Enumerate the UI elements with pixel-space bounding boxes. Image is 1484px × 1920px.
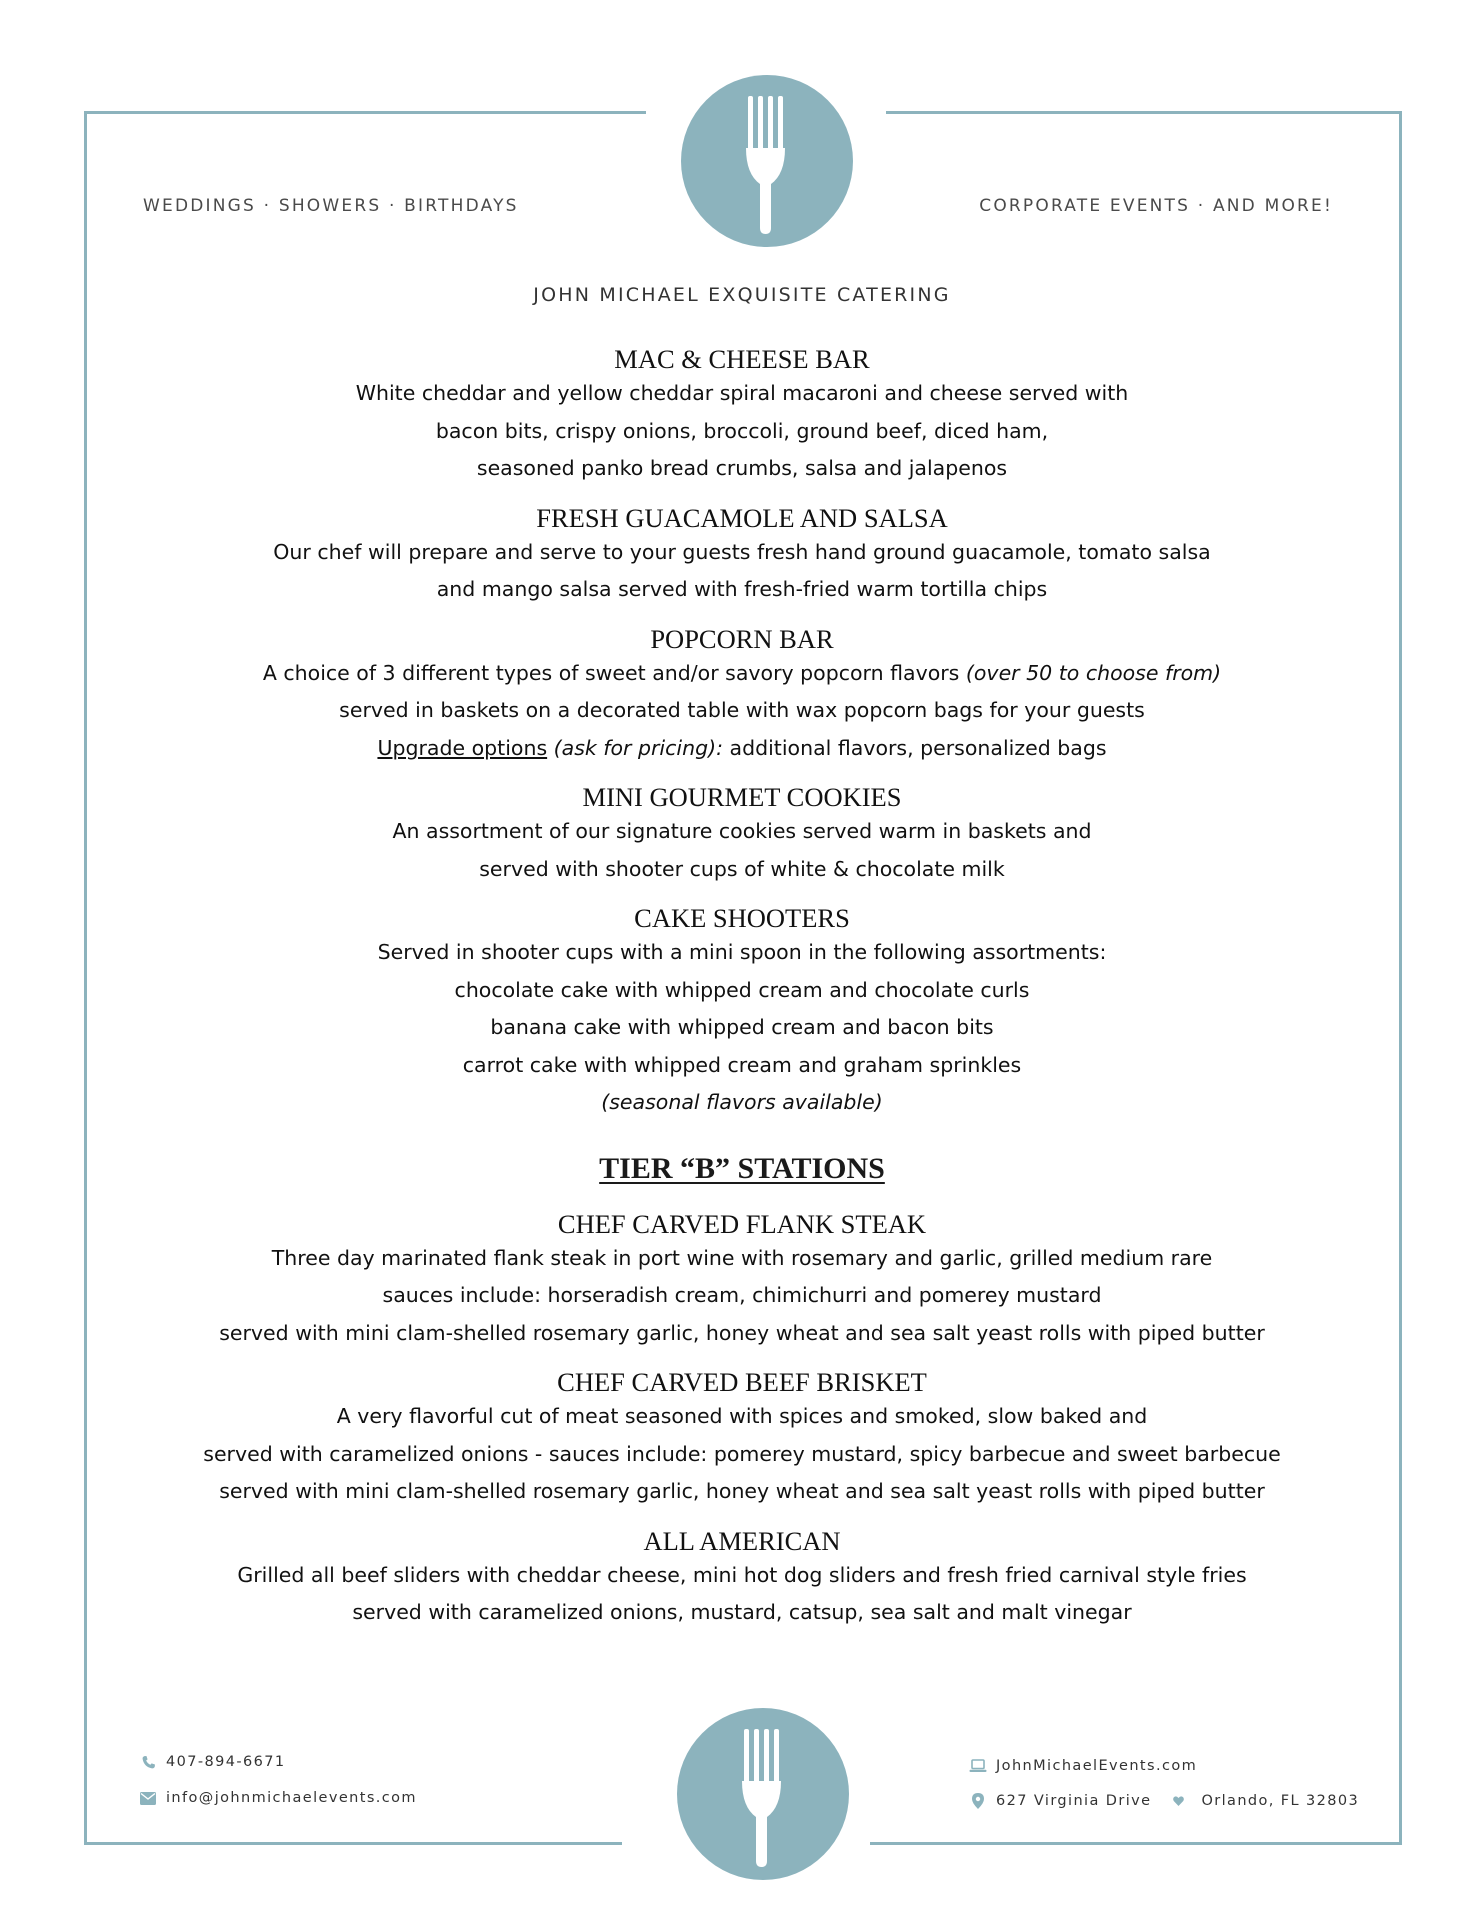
- frame-top-left: [84, 111, 646, 114]
- desc-italic: (seasonal flavors available): [601, 1090, 883, 1114]
- phone-number: 407-894-6671: [166, 1754, 286, 1770]
- menu: [92, 343, 1392, 1646]
- street-address: 627 Virginia Drive: [996, 1793, 1152, 1809]
- menu-item-all-american: [92, 1525, 1392, 1632]
- item-desc-line: [92, 655, 1392, 693]
- footer-address: [969, 1792, 1359, 1810]
- phone-icon: [139, 1753, 157, 1771]
- item-desc-line: banana cake with whipped cream and bacon bits: [490, 1015, 994, 1039]
- item-desc-line: bacon bits, crispy onions, broccoli, ground beef, diced ham,: [435, 418, 1049, 443]
- item-title: FRESH GUACAMOLE AND SALSA: [536, 502, 948, 533]
- frame-bottom-right: [870, 1842, 1402, 1845]
- tagline-right: CORPORATE EVENTS · AND MORE!: [979, 196, 1333, 216]
- item-desc-line: chocolate cake with whipped cream and chocolate curls: [454, 977, 1030, 1002]
- upgrade-options-label: Upgrade options: [377, 735, 548, 760]
- tagline-left: WEDDINGS · SHOWERS · BIRTHDAYS: [143, 196, 519, 216]
- item-desc-line: sauces include: horseradish cream, chimichurri and pomerey mustard: [382, 1283, 1102, 1307]
- item-desc-line: Served in shooter cups with a mini spoon in the following assortments:: [377, 940, 1107, 964]
- tier-b-heading: TIER “B” STATIONS: [599, 1151, 885, 1185]
- frame-right: [1399, 111, 1402, 1845]
- mail-icon: [139, 1789, 157, 1807]
- item-desc-line: Grilled all beef sliders with cheddar cheese, mini hot dog sliders and fresh fried carnival style fries: [237, 1562, 1247, 1587]
- footer-phone[interactable]: [139, 1753, 286, 1771]
- frame-left: [84, 111, 87, 1845]
- frame-bottom-left: [84, 1842, 622, 1845]
- item-desc-line: White cheddar and yellow cheddar spiral macaroni and cheese served with: [355, 381, 1129, 405]
- laptop-icon: [969, 1757, 987, 1775]
- item-title: MINI GOURMET COOKIES: [582, 782, 902, 812]
- item-title: ALL AMERICAN: [643, 1525, 841, 1556]
- item-desc-line: served with mini clam-shelled rosemary garlic, honey wheat and sea salt yeast rolls with piped butter: [219, 1320, 1265, 1345]
- item-desc-line: Our chef will prepare and serve to your guests fresh hand ground guacamole, tomato salsa: [273, 539, 1211, 564]
- desc-italic: (over 50 to choose from): [965, 660, 1222, 685]
- item-desc-line: [92, 730, 1392, 768]
- fork-icon: [737, 86, 797, 236]
- item-desc-line: Three day marinated flank steak in port wine with rosemary and garlic, grilled medium rare: [271, 1245, 1213, 1270]
- item-title: POPCORN BAR: [650, 623, 834, 654]
- email-address: info@johnmichaelevents.com: [166, 1790, 417, 1806]
- item-title: MAC & CHEESE BAR: [614, 344, 870, 374]
- menu-item-cake-shooters: [92, 902, 1392, 1122]
- desc-text: A choice of 3 different types of sweet and/or savory popcorn flavors: [262, 660, 966, 685]
- item-desc-line: A very flavorful cut of meat seasoned with spices and smoked, slow baked and: [336, 1404, 1148, 1428]
- item-desc-line: served with shooter cups of white & chocolate milk: [479, 856, 1005, 881]
- fork-icon: [733, 1719, 793, 1869]
- desc-text: additional flavors, personalized bags: [723, 735, 1107, 760]
- item-desc-line: carrot cake with whipped cream and graham sprinkles: [462, 1052, 1022, 1077]
- item-desc-line: [92, 1084, 1392, 1122]
- bottom-fork-medallion: [677, 1708, 849, 1880]
- heart-icon: [1169, 1792, 1187, 1810]
- item-desc-line: served with mini clam-shelled rosemary garlic, honey wheat and sea salt yeast rolls with piped butter: [219, 1479, 1265, 1503]
- footer-website[interactable]: [969, 1757, 1197, 1775]
- menu-item-cookies: [92, 781, 1392, 888]
- menu-item-guacamole: [92, 502, 1392, 609]
- item-title: CHEF CARVED BEEF BRISKET: [557, 1367, 927, 1397]
- item-desc-line: seasoned panko bread crumbs, salsa and jalapenos: [476, 456, 1008, 480]
- menu-item-flank-steak: [92, 1208, 1392, 1353]
- city-state-zip: Orlando, FL 32803: [1201, 1793, 1360, 1809]
- item-title: CHEF CARVED FLANK STEAK: [557, 1208, 927, 1239]
- menu-item-brisket: [92, 1366, 1392, 1511]
- location-pin-icon: [969, 1792, 987, 1810]
- top-fork-medallion: [681, 75, 853, 247]
- item-title: CAKE SHOOTERS: [634, 903, 850, 933]
- item-desc-line: served with caramelized onions - sauces include: pomerey mustard, spicy barbecue and sweet barbecue: [203, 1441, 1281, 1466]
- desc-italic: (ask for pricing):: [547, 735, 723, 760]
- website-url: JohnMichaelEvents.com: [996, 1758, 1198, 1774]
- item-desc-line: served with caramelized onions, mustard, catsup, sea salt and malt vinegar: [352, 1600, 1132, 1624]
- menu-item-mac-cheese: [92, 343, 1392, 488]
- company-name: JOHN MICHAEL EXQUISITE CATERING: [533, 284, 951, 306]
- frame-top-right: [886, 111, 1402, 114]
- footer-email[interactable]: [139, 1789, 417, 1807]
- item-desc-line: An assortment of our signature cookies served warm in baskets and: [392, 819, 1092, 843]
- item-desc-line: served in baskets on a decorated table with wax popcorn bags for your guests: [339, 698, 1145, 722]
- menu-item-popcorn: [92, 623, 1392, 768]
- item-desc-line: and mango salsa served with fresh-fried warm tortilla chips: [436, 577, 1048, 601]
